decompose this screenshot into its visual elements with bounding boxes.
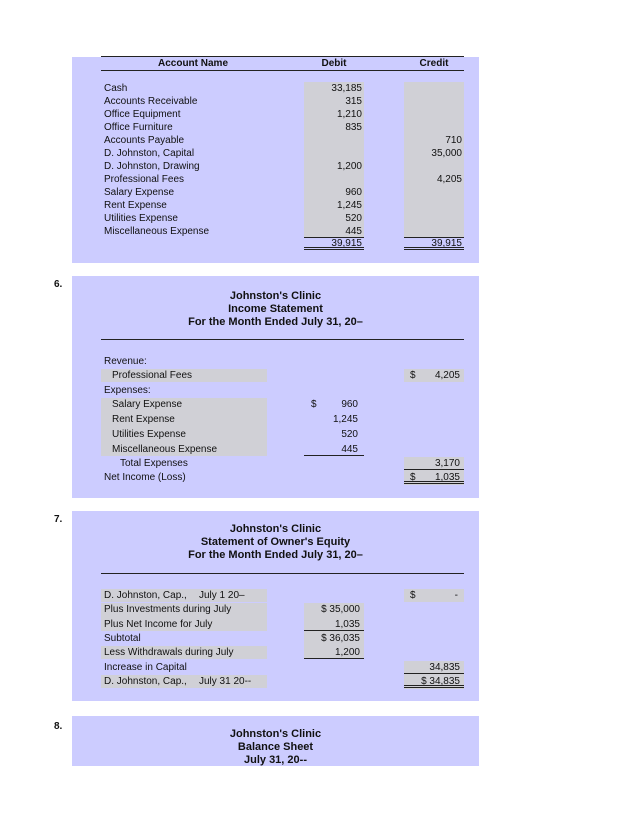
cap-end-value: $ 34,835 — [404, 675, 464, 688]
section-number-7: 7. — [54, 514, 63, 525]
equity-company: Johnston's Clinic — [229, 523, 322, 535]
cap-start-value: - — [454, 590, 458, 601]
withdrawals-label: Less Withdrawals during July — [104, 647, 234, 658]
cap-start-label: D. Johnston, Cap., — [104, 590, 187, 601]
debit-amount: 315 — [345, 96, 362, 107]
cap-start-dollar-sign: $ — [410, 590, 416, 601]
debit-amount: 520 — [345, 213, 362, 224]
credit-amount — [404, 160, 464, 173]
debit-amount: 835 — [345, 122, 362, 133]
account-name: Rent Expense — [104, 200, 167, 211]
net-income-dollar-sign: $ — [410, 472, 416, 483]
increase-label: Increase in Capital — [104, 662, 187, 673]
total-expenses-value: 3,170 — [404, 457, 464, 470]
debit-amount: 1,210 — [336, 109, 362, 120]
total-credit: 39,915 — [404, 237, 464, 250]
debit-amount: 33,185 — [331, 83, 362, 94]
account-name: Office Furniture — [104, 122, 173, 133]
account-name: Accounts Payable — [104, 135, 185, 146]
credit-amount: 710 — [445, 135, 462, 146]
credit-amount — [404, 95, 464, 108]
debit-amount — [304, 147, 364, 160]
account-name: Salary Expense — [104, 187, 175, 198]
cap-end-label: D. Johnston, Cap., — [104, 676, 187, 687]
account-name: Cash — [104, 83, 128, 94]
revenue-label: Revenue: — [104, 356, 147, 367]
account-name: Professional Fees — [104, 174, 185, 185]
credit-amount — [404, 212, 464, 225]
debit-amount: 1,245 — [336, 200, 362, 211]
total-expenses-label: Total Expenses — [120, 458, 188, 469]
cap-start-date: July 1 20– — [199, 590, 245, 601]
expense-name: Miscellaneous Expense — [112, 444, 218, 455]
income-statement-period: For the Month Ended July 31, 20– — [188, 316, 363, 328]
section-number-8: 8. — [54, 721, 63, 732]
expense-amount: 1,245 — [332, 414, 358, 425]
expense-name: Salary Expense — [112, 399, 183, 410]
debit-header: Debit — [321, 58, 347, 69]
equity-title: Statement of Owner's Equity — [200, 536, 351, 548]
subtotal-value: $ 36,035 — [321, 633, 360, 644]
net-income-value: 1,035 — [404, 471, 464, 484]
fees-dollar-sign: $ — [410, 370, 416, 381]
income-statement-title: Income Statement — [228, 303, 323, 315]
account-name: Office Equipment — [104, 109, 181, 120]
expense-amount: 445 — [304, 443, 364, 456]
account-name: Utilities Expense — [104, 213, 178, 224]
income-statement-rule — [101, 339, 464, 340]
credit-header: Credit — [419, 58, 449, 69]
expense-name: Rent Expense — [112, 414, 175, 425]
account-name-header: Account Name — [157, 58, 228, 69]
subtotal-label: Subtotal — [104, 633, 141, 644]
total-debit: 39,915 — [304, 237, 364, 250]
expense-name: Utilities Expense — [112, 429, 186, 440]
professional-fees-value: 4,205 — [434, 370, 460, 381]
balance-sheet-date: July 31, 20-- — [244, 754, 307, 766]
expense-amount: 520 — [341, 429, 358, 440]
debit-amount — [304, 173, 364, 186]
investments-value: $ 35,000 — [321, 604, 360, 615]
debit-amount: 1,200 — [336, 161, 362, 172]
expense-amount: 960 — [341, 399, 358, 410]
credit-amount: 4,205 — [436, 174, 462, 185]
professional-fees-label: Professional Fees — [112, 370, 193, 381]
expense-first-dollar-sign: $ — [311, 399, 317, 410]
debit-amount — [304, 134, 364, 147]
withdrawals-value: 1,200 — [304, 646, 364, 659]
credit-amount — [404, 121, 464, 134]
investments-label: Plus Investments during July — [104, 604, 232, 615]
net-income-label: Net Income (Loss) — [104, 472, 186, 483]
account-name: D. Johnston, Capital — [104, 148, 195, 159]
debit-amount: 960 — [345, 187, 362, 198]
credit-amount — [404, 199, 464, 212]
credit-amount — [404, 108, 464, 121]
net-income-july-value: 1,035 — [304, 618, 364, 631]
debit-amount: 445 — [304, 225, 364, 238]
net-income-july-label: Plus Net Income for July — [104, 619, 213, 630]
equity-period: For the Month Ended July 31, 20– — [188, 549, 363, 561]
income-statement-company: Johnston's Clinic — [229, 290, 322, 302]
trial-balance-header-rule — [101, 70, 464, 71]
account-name: D. Johnston, Drawing — [104, 161, 200, 172]
section-number-6: 6. — [54, 279, 63, 290]
credit-amount — [404, 186, 464, 199]
expenses-label: Expenses: — [104, 385, 151, 396]
equity-rule — [101, 573, 464, 574]
account-name: Miscellaneous Expense — [104, 226, 210, 237]
increase-value: 34,835 — [404, 661, 464, 674]
balance-sheet-title: Balance Sheet — [237, 741, 314, 753]
credit-amount — [404, 82, 464, 95]
cap-end-date: July 31 20-- — [199, 676, 252, 687]
credit-amount: 35,000 — [431, 148, 462, 159]
balance-sheet-company: Johnston's Clinic — [229, 728, 322, 740]
account-name: Accounts Receivable — [104, 96, 198, 107]
